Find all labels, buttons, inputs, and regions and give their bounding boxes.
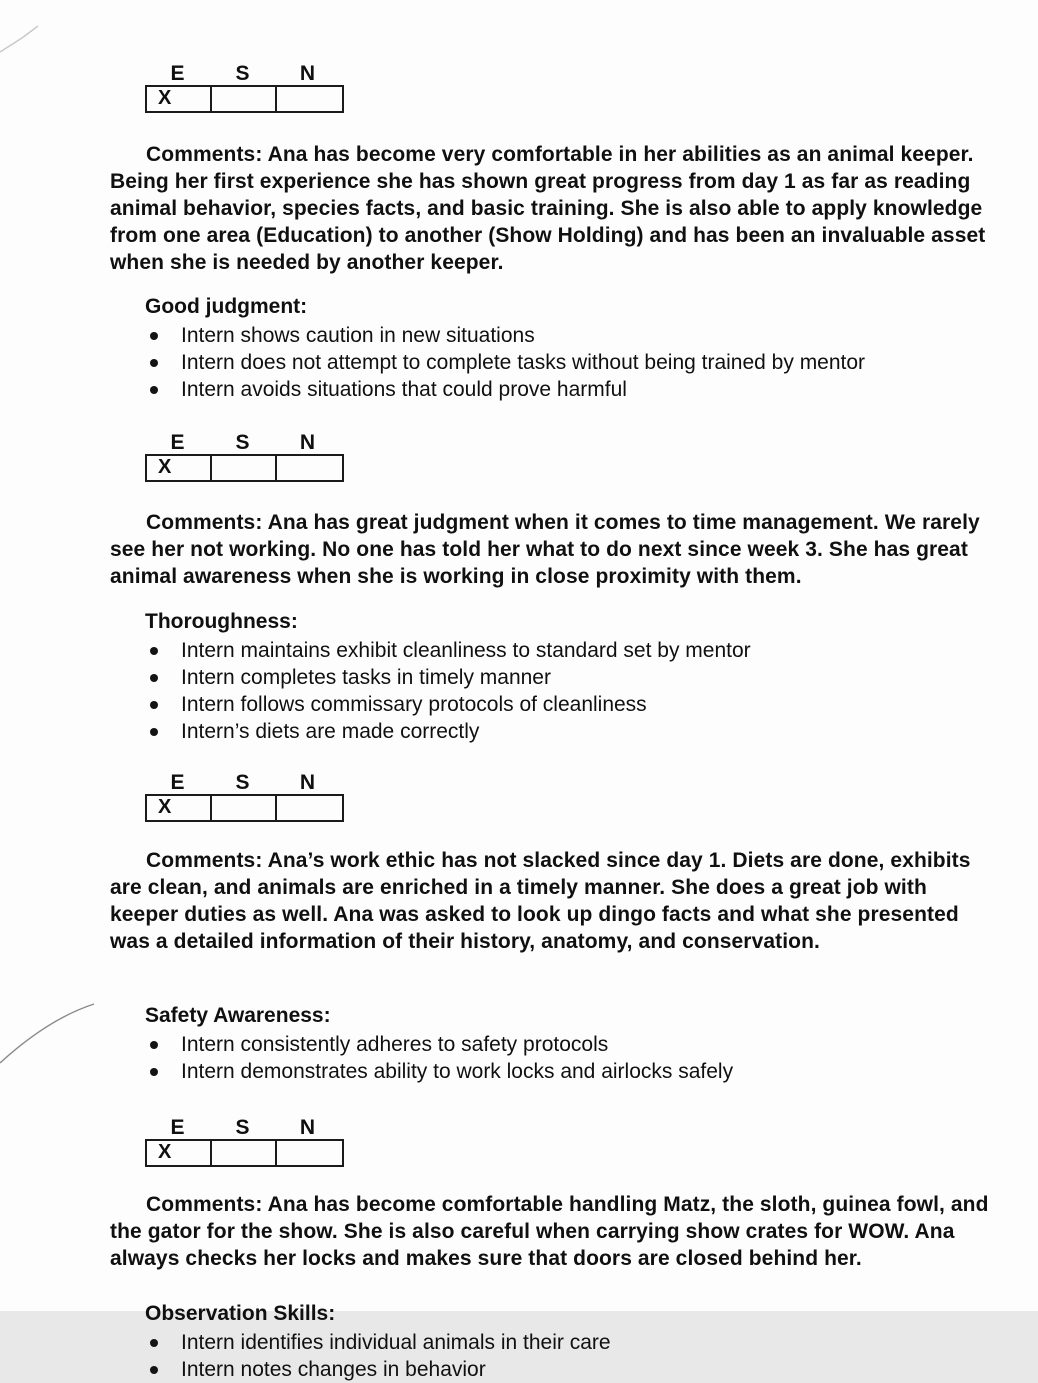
bullet-text: Intern notes changes in behavior — [181, 1358, 486, 1381]
rating-header-s: S — [235, 62, 250, 85]
safety-awareness-bullets — [0, 1031, 1038, 1085]
rating-header-n: N — [299, 1116, 316, 1139]
bullet-text: Intern demonstrates ability to work locks and airlocks safely — [181, 1060, 734, 1083]
thoroughness-bullets — [0, 637, 1038, 745]
bullet-icon — [150, 359, 158, 367]
bullet-text: Intern shows caution in new situations — [181, 324, 535, 347]
observation-skills-bullets — [0, 1329, 1038, 1383]
rating-cell-s — [212, 796, 277, 820]
bullet-text: Intern’s diets are made correctly — [181, 720, 480, 743]
rating-row — [145, 794, 344, 822]
rating-header-e: E — [170, 1116, 185, 1139]
bullet-text: Intern identifies individual animals in their care — [181, 1331, 611, 1354]
list-item — [148, 1329, 1038, 1356]
section-title-thoroughness: Thoroughness: — [145, 610, 298, 633]
rating-cell-n — [277, 87, 342, 111]
rating-scale-headers — [145, 432, 340, 454]
rating-cell-e-marked: X — [147, 87, 212, 111]
rating-scale-headers — [145, 772, 340, 794]
section-title-good-judgment: Good judgment: — [145, 295, 308, 318]
rating-row — [145, 85, 344, 113]
bullet-text: Intern completes tasks in timely manner — [181, 666, 551, 689]
list-item — [148, 376, 1038, 403]
bullet-icon — [150, 1366, 158, 1374]
section-title-observation-skills: Observation Skills: — [145, 1302, 336, 1325]
rating-header-e: E — [170, 62, 185, 85]
rating-cell-s — [212, 1141, 277, 1165]
rating-row — [145, 1139, 344, 1167]
rating-cell-e-marked: X — [147, 796, 212, 820]
list-item — [148, 1031, 1038, 1058]
bullet-text: Intern consistently adheres to safety protocols — [181, 1033, 609, 1056]
bullet-icon — [150, 386, 158, 394]
bullet-icon — [150, 1339, 158, 1347]
rating-cell-s — [212, 87, 277, 111]
bullet-icon — [150, 1041, 158, 1049]
rating-cell-s — [212, 456, 277, 480]
comments-good-judgment: Comments: Ana has great judgment when it comes to time management. We rarely see her not working. No one has told her what to do next since week 3. She has great animal awareness when she is working in close proximity with them. — [110, 511, 980, 588]
comments-overall: Comments: Ana has become very comfortable in her abilities as an animal keeper. Being her first experience she has shown great progress from day 1 as far as reading animal behavior, species facts, and basic training. She is also able to apply knowledge from one area (Education) to another (Show Holding) and has been an invaluable asset when she is needed by another keeper. — [110, 143, 986, 274]
comments-safety-awareness: Comments: Ana has become comfortable handling Matz, the sloth, guinea fowl, and the gator for the show. She is also careful when carrying show crates for WOW. Ana always checks her locks and makes sure that doors are closed behind her. — [110, 1193, 989, 1270]
rating-header-n: N — [299, 771, 316, 794]
bullet-icon — [150, 728, 158, 736]
section-title-safety-awareness: Safety Awareness: — [145, 1004, 331, 1027]
rating-scale-headers — [145, 63, 340, 85]
rating-header-n: N — [299, 431, 316, 454]
rating-row — [145, 454, 344, 482]
bullet-icon — [150, 647, 158, 655]
rating-table-overall — [145, 63, 1038, 113]
list-item — [148, 637, 1038, 664]
list-item — [148, 1356, 1038, 1383]
list-item — [148, 322, 1038, 349]
comments-thoroughness: Comments: Ana’s work ethic has not slacked since day 1. Diets are done, exhibits are clean, and animals are enriched in a timely manner. She does a great job with keeper duties as well. Ana was asked to look up dingo facts and what she presented was a detailed information of their history, anatomy, and conservation. — [110, 849, 971, 953]
rating-cell-n — [277, 1141, 342, 1165]
rating-table-thoroughness — [145, 772, 1038, 822]
list-item — [148, 718, 1038, 745]
bullet-text: Intern maintains exhibit cleanliness to standard set by mentor — [181, 639, 751, 662]
rating-table-good-judgment — [145, 432, 1038, 482]
list-item — [148, 691, 1038, 718]
bullet-text: Intern follows commissary protocols of cleanliness — [181, 693, 647, 716]
rating-scale-headers — [145, 1117, 340, 1139]
bullet-text: Intern does not attempt to complete tasks without being trained by mentor — [181, 351, 866, 374]
rating-cell-e-marked: X — [147, 456, 212, 480]
list-item — [148, 349, 1038, 376]
rating-table-safety-awareness — [145, 1117, 1038, 1167]
bullet-icon — [150, 332, 158, 340]
good-judgment-bullets — [0, 322, 1038, 403]
bullet-text: Intern avoids situations that could prove harmful — [181, 378, 627, 401]
list-item — [148, 664, 1038, 691]
rating-header-s: S — [235, 771, 250, 794]
rating-header-s: S — [235, 431, 250, 454]
bullet-icon — [150, 674, 158, 682]
rating-cell-e-marked: X — [147, 1141, 212, 1165]
rating-header-s: S — [235, 1116, 250, 1139]
rating-header-n: N — [299, 62, 316, 85]
list-item — [148, 1058, 1038, 1085]
bullet-icon — [150, 701, 158, 709]
rating-header-e: E — [170, 771, 185, 794]
rating-cell-n — [277, 456, 342, 480]
rating-cell-n — [277, 796, 342, 820]
rating-header-e: E — [170, 431, 185, 454]
bullet-icon — [150, 1068, 158, 1076]
